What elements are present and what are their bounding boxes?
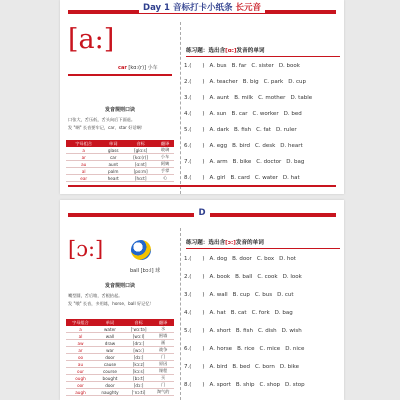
table-row: au aunt [ɑ:nt] 阿姨 bbox=[66, 161, 174, 168]
card-subtitle: 长元音 bbox=[235, 3, 261, 13]
question-8: 8.( ) A. girl B. card C. water D. hat bbox=[184, 175, 300, 181]
table-row: au cause [kɔ:z] 原因 bbox=[66, 361, 174, 368]
table-row: ough bought [bɔ:t] 买 bbox=[66, 375, 174, 382]
question-4: 4.( ) A. hat B. cat C. fork D. bag bbox=[184, 310, 293, 316]
question-2: 2.( ) A. teacher B. big C. park D. cup bbox=[184, 79, 306, 85]
exercise-divider bbox=[186, 248, 340, 249]
table-row: oo door [dɔ:] 门 bbox=[66, 354, 174, 361]
phonics-table: 字母组合 单词 音标 翻译 a glass [glɑ:s] 玻璃 ar car [kɑ:(r)] 小车 au aunt [ɑ:nt] 阿姨 al palm [pɑ:m] 手掌 ear heart [hɑ:t] 心 bbox=[66, 140, 174, 182]
question-6: 6.( ) A. horse B. rice C. mice D. nice bbox=[184, 346, 305, 352]
table-row: augh naughty [ˈnɔ:ti] 淘气的 bbox=[66, 389, 174, 396]
phonics-table: 字母组合 单词 音标 翻译 a water [ˈwɔ:tə] 水 al wall [wɔ:l] 围墙 aw draw [drɔ:] 画 ar war [wɔ:] 战争 oo door [dɔ:] 门 au cause [kɔ:z] 原因 our course [kɔ:s] 课程 ough bought [bɔ:t] 买 oor door [dɔ:] 门 augh naughty [ˈnɔ:ti] 淘气的 bbox=[66, 319, 174, 396]
exercise-panel bbox=[180, 228, 344, 400]
rule-line-1: 嘴型圆，舌后缩，舌根抬起。 bbox=[68, 293, 123, 298]
table-row: our course [kɔ:s] 课程 bbox=[66, 368, 174, 375]
exercise-title: 练习题：选出含[ɑ:]发音的单词 bbox=[186, 48, 265, 54]
exercise-divider bbox=[186, 56, 340, 57]
card-title: 音标打卡小纸条 bbox=[172, 3, 233, 13]
exercise-title: 练习题：选出含[ɔ:]发音的单词 bbox=[186, 240, 264, 246]
question-7: 7.( ) A. arm B. bike C. doctor D. bag bbox=[184, 159, 305, 165]
rule-line-1: 口张大，舌压低，舌头向后下面退。 bbox=[68, 117, 136, 122]
question-5: 5.( ) A. dark B. fish C. fat D. ruler bbox=[184, 127, 297, 133]
question-5: 5.( ) A. short B. fish C. dish D. wish bbox=[184, 328, 302, 334]
rule-title: 发音规则口诀 bbox=[104, 107, 135, 113]
rule-title: 发音规则口诀 bbox=[104, 283, 135, 289]
example-word: ball [bɔ:l] 球 bbox=[130, 268, 161, 274]
question-6: 6.( ) A. egg B. bird C. desk D. heart bbox=[184, 143, 303, 149]
phonetic-symbol: [a:] bbox=[68, 24, 115, 55]
table-row: al wall [wɔ:l] 围墙 bbox=[66, 333, 174, 340]
phonetic-symbol: [ɔ:] bbox=[68, 237, 104, 261]
table-row: oor door [dɔ:] 门 bbox=[66, 382, 174, 389]
example-word: car [kɑ:(r)] 小车 bbox=[118, 65, 158, 71]
day-label: Day 1 bbox=[143, 3, 170, 13]
left-panel bbox=[60, 228, 181, 400]
rule-line-2: 发 "哦" 长音，多用练，horse、ball 好记忆！ bbox=[68, 301, 154, 306]
question-8: 8.( ) A. sport B. ship C. shop D. stop bbox=[184, 382, 305, 388]
table-row: aw draw [drɔ:] 画 bbox=[66, 340, 174, 347]
question-3: 3.( ) A. aunt B. milk C. mother D. table bbox=[184, 95, 313, 101]
table-row: a water [ˈwɔ:tə] 水 bbox=[66, 326, 174, 333]
question-1: 1.( ) A. bus B. far C. sister D. book bbox=[184, 63, 300, 69]
table-row: al palm [pɑ:m] 手掌 bbox=[66, 168, 174, 175]
rule-line-2: 发 "啊" 长音要牢记，car、star 好话啊！ bbox=[68, 125, 145, 130]
volleyball-image bbox=[131, 240, 151, 260]
footer-red-bar bbox=[68, 185, 336, 187]
card-title: D bbox=[194, 208, 209, 218]
table-row: ar war [wɔ:] 战争 bbox=[66, 347, 174, 354]
question-1: 1.( ) A. dog B. door C. box D. hot bbox=[184, 256, 296, 262]
left-panel bbox=[60, 22, 181, 194]
divider bbox=[68, 74, 172, 76]
card-header bbox=[60, 0, 344, 19]
card-header bbox=[60, 208, 344, 227]
table-row: a glass [glɑ:s] 玻璃 bbox=[66, 147, 174, 154]
question-3: 3.( ) A. wall B. cup C. bus D. cut bbox=[184, 292, 294, 298]
question-4: 4.( ) A. sun B. car C. worker D. bed bbox=[184, 111, 302, 117]
question-7: 7.( ) A. bird B. bed C. born D. bike bbox=[184, 364, 299, 370]
table-row: ar car [kɑ:(r)] 小车 bbox=[66, 154, 174, 161]
phonics-card-day1 bbox=[60, 0, 344, 194]
question-2: 2.( ) A. book B. ball C. cook D. look bbox=[184, 274, 302, 280]
phonics-card-2 bbox=[60, 200, 344, 400]
exercise-panel bbox=[180, 22, 344, 194]
table-row: ear heart [hɑ:t] 心 bbox=[66, 175, 174, 182]
